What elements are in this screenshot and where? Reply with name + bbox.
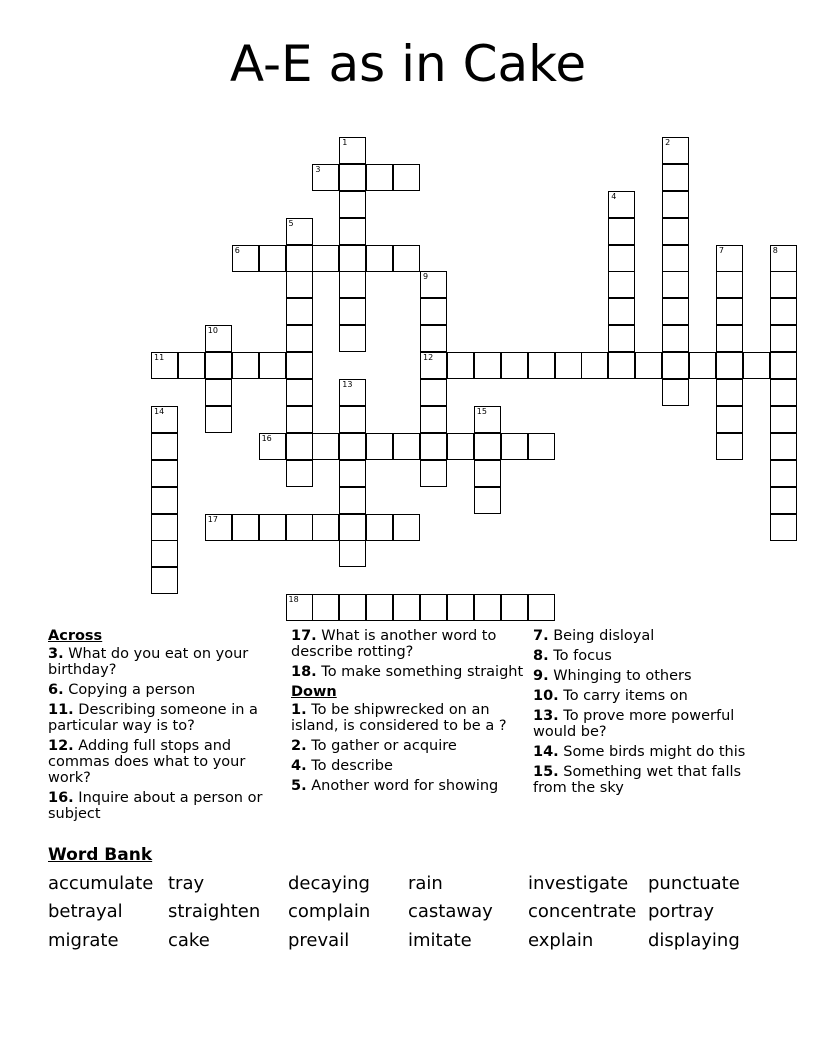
grid-cell[interactable] [770,433,797,460]
clue-number-label: 18. [291,664,317,680]
grid-cell[interactable] [420,379,447,406]
clue-number-label: 5. [291,778,307,794]
grid-cell[interactable] [770,406,797,433]
word-bank-word: displaying [648,930,740,951]
grid-cell[interactable] [339,325,366,352]
grid-cell[interactable] [555,352,582,379]
clue-text: To gather or acquire [306,738,457,754]
grid-cell[interactable] [420,352,447,379]
grid-cell[interactable] [232,514,259,541]
clue-text: Adding full stops and commas does what to your work? [48,738,246,786]
grid-cell[interactable] [339,594,366,621]
word-bank-word: betrayal [48,901,123,922]
word-bank-heading: Word Bank [48,845,153,865]
grid-cell[interactable] [716,325,743,352]
clue-number-label: 7. [533,628,549,644]
clues-column-1 [48,628,280,826]
grid-cell[interactable] [608,298,635,325]
clue-number: 7 [718,245,724,255]
grid-cell[interactable] [205,352,232,379]
clue-text: To focus [548,648,612,664]
grid-cell[interactable] [366,514,393,541]
grid-cell[interactable] [770,325,797,352]
clue-number: 6 [234,245,240,255]
grid-cell[interactable] [286,433,313,460]
clue-item [533,744,773,760]
grid-cell[interactable] [312,594,339,621]
clue-item [291,702,525,734]
grid-cell[interactable] [151,352,178,379]
grid-cell[interactable] [716,352,743,379]
grid-cell[interactable] [608,271,635,298]
grid-cell[interactable] [312,514,339,541]
grid-cell[interactable] [393,514,420,541]
grid-cell[interactable] [662,298,689,325]
grid-cell[interactable] [474,406,501,433]
grid-cell[interactable] [743,352,770,379]
grid-cell[interactable] [339,218,366,245]
clue-number: 12 [423,353,434,363]
clue-number-label: 9. [533,668,549,684]
clue-text: What is another word to describe rotting? [291,628,497,660]
clue-item [48,702,280,734]
grid-cell[interactable] [339,245,366,272]
grid-cell[interactable] [286,460,313,487]
grid-cell[interactable] [178,352,205,379]
grid-cell[interactable] [151,514,178,541]
page-title: A-E as in Cake [229,35,587,93]
clue-number-label: 1. [291,702,307,718]
word-bank-word: castaway [408,901,493,922]
grid-cell[interactable] [286,352,313,379]
grid-cell[interactable] [447,433,474,460]
word-bank-word: straighten [168,901,261,922]
grid-cell[interactable] [662,379,689,406]
grid-cell[interactable] [474,433,501,460]
grid-cell[interactable] [662,164,689,191]
grid-cell[interactable] [447,594,474,621]
grid-cell[interactable] [339,137,366,164]
clue-number-label: 13. [533,708,559,724]
clue-text: To carry items on [558,688,688,704]
grid-cell[interactable] [205,406,232,433]
grid-cell[interactable] [205,325,232,352]
grid-cell[interactable] [716,379,743,406]
grid-cell[interactable] [689,352,716,379]
clue-number: 5 [288,218,294,228]
grid-cell[interactable] [286,325,313,352]
grid-cell[interactable] [716,433,743,460]
grid-cell[interactable] [286,594,313,621]
grid-cell[interactable] [716,271,743,298]
word-bank-word: prevail [288,930,350,951]
clue-item [533,668,773,684]
clue-number: 1 [342,137,348,147]
grid-cell[interactable] [312,433,339,460]
grid-cell[interactable] [420,460,447,487]
grid-cell[interactable] [259,514,286,541]
clue-item [533,628,773,644]
grid-cell[interactable] [393,164,420,191]
clue-text: Copying a person [63,682,196,698]
clue-item [533,764,773,796]
clue-item [533,648,773,664]
grid-cell[interactable] [501,594,528,621]
grid-cell[interactable] [259,433,286,460]
word-bank-word: complain [288,901,371,922]
grid-cell[interactable] [420,406,447,433]
grid-cell[interactable] [662,325,689,352]
word-bank-word: punctuate [648,873,740,894]
grid-cell[interactable] [420,271,447,298]
grid-cell[interactable] [339,191,366,218]
clue-number: 16 [261,433,272,443]
grid-cell[interactable] [770,487,797,514]
grid-cell[interactable] [420,325,447,352]
grid-cell[interactable] [339,379,366,406]
word-bank-word: concentrate [528,901,637,922]
grid-cell[interactable] [259,245,286,272]
grid-cell[interactable] [501,352,528,379]
grid-cell[interactable] [232,245,259,272]
clue-item [48,738,280,786]
clue-number: 9 [423,272,429,282]
word-bank-word: rain [408,873,443,894]
grid-cell[interactable] [339,514,366,541]
clue-item [291,738,525,754]
clue-text: To make something straight [316,664,524,680]
clue-number: 3 [315,164,321,174]
grid-cell[interactable] [339,433,366,460]
grid-cell[interactable] [662,137,689,164]
grid-cell[interactable] [366,245,393,272]
grid-cell[interactable] [312,245,339,272]
grid-cell[interactable] [420,594,447,621]
clue-item [48,790,280,822]
grid-cell[interactable] [151,460,178,487]
grid-cell[interactable] [420,298,447,325]
grid-cell[interactable] [151,540,178,567]
grid-cell[interactable] [339,487,366,514]
clue-number: 11 [154,353,165,363]
grid-cell[interactable] [151,487,178,514]
grid-cell[interactable] [716,406,743,433]
clue-number: 17 [207,514,218,524]
clue-number-label: 8. [533,648,549,664]
grid-cell[interactable] [339,460,366,487]
grid-cell[interactable] [770,298,797,325]
grid-cell[interactable] [339,540,366,567]
grid-cell[interactable] [339,298,366,325]
word-bank-word: tray [168,873,205,894]
grid-cell[interactable] [662,352,689,379]
clue-number: 8 [772,245,778,255]
grid-cell[interactable] [528,433,555,460]
grid-cell[interactable] [312,164,339,191]
clue-item [48,646,280,678]
clue-item [291,664,525,680]
word-bank-word: investigate [528,873,629,894]
clue-number-label: 3. [48,646,64,662]
grid-cell[interactable] [205,514,232,541]
grid-cell[interactable] [608,245,635,272]
grid-cell[interactable] [366,433,393,460]
grid-cell[interactable] [770,514,797,541]
grid-cell[interactable] [608,218,635,245]
clues-column-3 [533,628,773,800]
grid-cell[interactable] [339,164,366,191]
clue-item [48,682,280,698]
clue-text: To be shipwrecked on an island, is considered to be a ? [291,702,507,734]
grid-cell[interactable] [259,352,286,379]
grid-cell[interactable] [339,406,366,433]
grid-cell[interactable] [366,594,393,621]
clue-number-label: 11. [48,702,74,718]
clue-text: What do you eat on your birthday? [48,646,249,678]
clue-number-label: 2. [291,738,307,754]
grid-cell[interactable] [474,352,501,379]
grid-cell[interactable] [581,352,608,379]
clue-item [291,778,525,794]
clue-number: 15 [476,406,487,416]
clue-text: Inquire about a person or subject [48,790,263,822]
down-heading: Down [291,684,337,700]
grid-cell[interactable] [474,487,501,514]
grid-cell[interactable] [286,406,313,433]
grid-cell[interactable] [232,352,259,379]
grid-cell[interactable] [474,594,501,621]
grid-cell[interactable] [716,245,743,272]
clue-number-label: 17. [291,628,317,644]
grid-cell[interactable] [151,433,178,460]
grid-cell[interactable] [662,245,689,272]
grid-cell[interactable] [286,245,313,272]
grid-cell[interactable] [770,460,797,487]
clue-number-label: 15. [533,764,559,780]
word-bank-word: migrate [48,930,119,951]
grid-cell[interactable] [608,191,635,218]
clue-number: 13 [342,380,353,389]
grid-cell[interactable] [393,433,420,460]
word-bank-word: explain [528,930,594,951]
clue-text: To describe [306,758,393,774]
grid-cell[interactable] [286,514,313,541]
grid-cell[interactable] [474,460,501,487]
grid-cell[interactable] [528,352,555,379]
clue-number-label: 6. [48,682,64,698]
grid-cell[interactable] [662,191,689,218]
grid-cell[interactable] [528,594,555,621]
across-heading: Across [48,628,103,644]
clue-item [533,708,773,740]
clue-number-label: 4. [291,758,307,774]
grid-cell[interactable] [205,379,232,406]
clue-number: 14 [154,406,165,416]
grid-cell[interactable] [770,245,797,272]
clue-text: Describing someone in a particular way is to? [48,702,258,734]
clue-text: Being disloyal [548,628,655,644]
grid-cell[interactable] [770,271,797,298]
clue-text: Something wet that falls from the sky [533,764,742,796]
word-bank-word: portray [648,901,714,922]
grid-cell[interactable] [447,352,474,379]
clue-number: 10 [207,326,218,336]
clue-number-label: 16. [48,790,74,806]
grid-cell[interactable] [635,352,662,379]
grid-cell[interactable] [151,567,178,594]
grid-cell[interactable] [151,406,178,433]
grid-cell[interactable] [286,298,313,325]
clue-number-label: 12. [48,738,74,754]
grid-cell[interactable] [366,164,393,191]
clue-item [533,688,773,704]
clue-number-label: 14. [533,744,559,760]
grid-cell[interactable] [716,298,743,325]
word-bank-word: imitate [408,930,472,951]
clue-item [291,628,525,660]
grid-cell[interactable] [662,218,689,245]
grid-cell[interactable] [608,352,635,379]
grid-cell[interactable] [286,218,313,245]
grid-cell[interactable] [393,245,420,272]
grid-cell[interactable] [662,271,689,298]
clue-text: Whinging to others [548,668,692,684]
clue-text: Another word for showing [306,778,499,794]
grid-cell[interactable] [286,379,313,406]
word-bank-word: decaying [288,873,370,894]
clue-number: 4 [611,191,617,201]
clue-number: 18 [288,595,299,605]
grid-cell[interactable] [420,433,447,460]
word-bank-word: cake [168,930,210,951]
clue-number: 2 [665,137,671,147]
grid-cell[interactable] [770,352,797,379]
clue-text: Some birds might do this [558,744,746,760]
grid-cell[interactable] [286,271,313,298]
grid-cell[interactable] [393,594,420,621]
grid-cell[interactable] [608,325,635,352]
clues-column-2 [291,628,525,798]
clue-number-label: 10. [533,688,559,704]
grid-cell[interactable] [501,433,528,460]
grid-cell[interactable] [339,271,366,298]
grid-cell[interactable] [770,379,797,406]
word-bank-word: accumulate [48,873,154,894]
clue-text: To prove more powerful would be? [533,708,735,740]
clue-item [291,758,525,774]
